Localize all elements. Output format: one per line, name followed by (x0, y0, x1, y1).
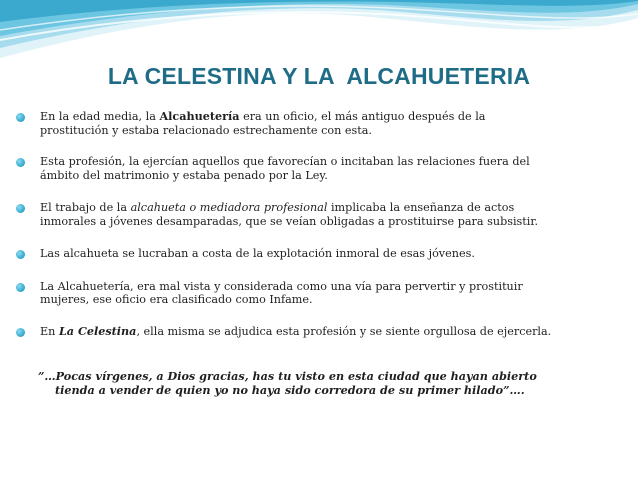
bullet-3-line-1: El trabajo de la alcahueta o mediadora profesional implicaba la enseñanza de actos (40, 201, 515, 214)
quote-line-2: tienda a vender de quien yo no haya sido corredora de su primer hilado”…. (55, 382, 525, 397)
bullet-2-line-1: Esta profesión, la ejercían aquellos que favorecían o incitaban las relaciones fuera del (40, 155, 530, 168)
bullet-item-2 (16, 155, 616, 182)
bullet-list (16, 110, 616, 338)
slide-title: LA CELESTINA Y LA ALCAHUETERIA (107, 63, 531, 89)
bullet-item-3 (16, 201, 616, 228)
bullet-6-line-1: En La Celestina, ella misma se adjudica esta profesión y se siente orgullosa de ejercerla. (40, 323, 552, 338)
bullet-icon (16, 204, 25, 213)
bullet-item-6 (16, 325, 616, 339)
bullet-3-line-2: inmorales a jóvenes desamparadas, que se veían obligadas a prostituirse para subsistir. (40, 214, 539, 228)
bullet-2-line-2: ámbito del matrimonio y estaba penado por la Ley. (40, 168, 328, 182)
bullet-icon (16, 250, 25, 259)
bullet-icon (16, 283, 25, 292)
celestina-quote (38, 370, 598, 397)
bullet-icon (16, 113, 25, 122)
bullet-1-line-1: En la edad media, la Alcahuetería era un oficio, el más antiguo después de la (40, 109, 486, 123)
header-wave-decoration (0, 0, 638, 72)
bullet-4-line-1: Las alcahueta se lucraban a costa de la explotación inmoral de esas jóvenes. (40, 247, 475, 260)
bullet-5-line-1: La Alcahuetería, era mal vista y considerada como una vía para pervertir y prostituir (40, 279, 523, 293)
bullet-icon (16, 328, 25, 337)
bullet-icon (16, 158, 25, 167)
bullet-1-line-2: prostitución y estaba relacionado estrechamente con esta. (40, 123, 372, 137)
bullet-item-1 (16, 110, 616, 137)
bullet-item-4 (16, 247, 616, 261)
bullet-item-5 (16, 280, 616, 307)
bullet-5-line-2: mujeres, ese oficio era clasificado como Infame. (40, 293, 313, 306)
quote-line-1: ”…Pocas vírgenes, a Dios gracias, has tu visto en esta ciudad que hayan abierto (38, 369, 537, 383)
